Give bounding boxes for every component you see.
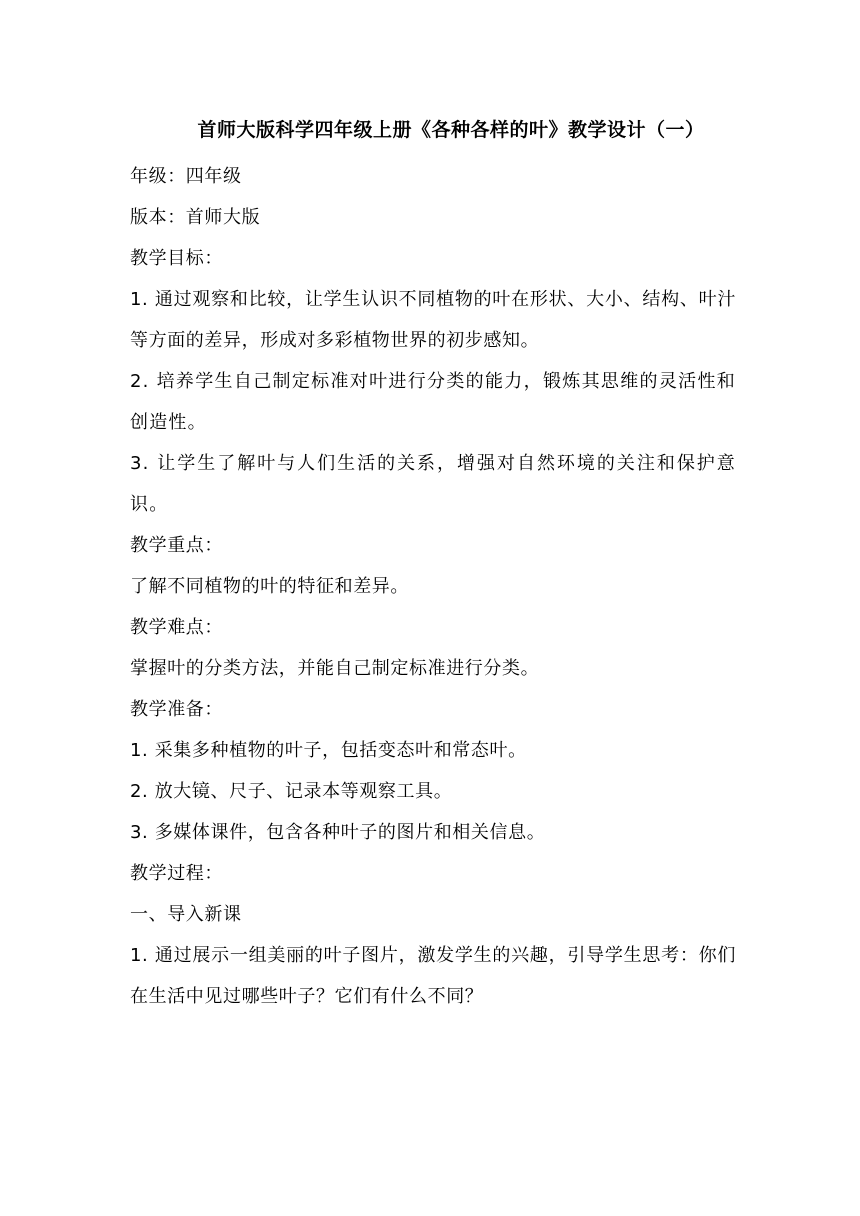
section-heading-preparation: 教学准备：	[130, 699, 223, 720]
preparation-item-2: 2. 放大镜、尺子、记录本等观察工具。	[130, 781, 453, 802]
process-step-item-1: 1. 通过展示一组美丽的叶子图片，激发学生的兴趣，引导学生思考：你们在生活中见过哪些叶子？它们有什么不同？	[130, 945, 736, 1007]
preparation-item-1: 1. 采集多种植物的叶子，包括变态叶和常态叶。	[130, 740, 527, 761]
document-title: 首师大版科学四年级上册《各种各样的叶》教学设计（一）	[197, 119, 705, 141]
section-heading-key-points: 教学重点：	[130, 535, 223, 556]
edition-line: 版本：首师大版	[130, 207, 261, 228]
key-points-text: 了解不同植物的叶的特征和差异。	[130, 576, 409, 597]
section-heading-difficulties: 教学难点：	[130, 617, 223, 638]
difficulties-text: 掌握叶的分类方法，并能自己制定标准进行分类。	[130, 658, 540, 679]
objective-item-3: 3. 让学生了解叶与人们生活的关系，增强对自然环境的关注和保护意识。	[130, 453, 736, 515]
section-heading-objectives: 教学目标：	[130, 248, 223, 269]
document-body	[130, 112, 736, 1017]
objective-item-2: 2. 培养学生自己制定标准对叶进行分类的能力，锻炼其思维的灵活性和创造性。	[130, 371, 736, 433]
grade-line: 年级：四年级	[130, 166, 242, 187]
section-heading-process: 教学过程：	[130, 863, 223, 884]
preparation-item-3: 3. 多媒体课件，包含各种叶子的图片和相关信息。	[130, 822, 546, 843]
objective-item-1: 1. 通过观察和比较，让学生认识不同植物的叶在形状、大小、结构、叶汁等方面的差异，形成对多彩植物世界的初步感知。	[130, 289, 736, 351]
process-step-heading-1: 一、导入新课	[130, 904, 242, 925]
